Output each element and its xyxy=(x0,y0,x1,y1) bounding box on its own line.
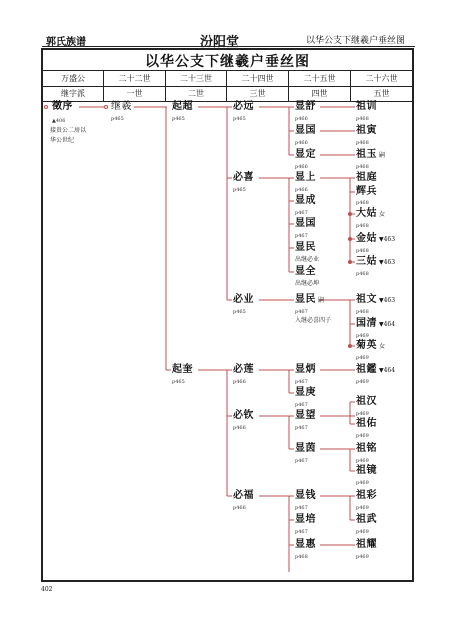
branch-cell: 一世 xyxy=(103,86,165,101)
person-page: p468 xyxy=(295,554,308,560)
person-tag: ▼463 xyxy=(379,236,396,243)
person-zucai xyxy=(356,490,377,502)
person-zuting xyxy=(356,172,377,184)
person-biyuan xyxy=(233,101,254,113)
person-name: 徵序 xyxy=(52,101,73,112)
person-qichao xyxy=(172,101,193,113)
person-huibing xyxy=(356,186,377,198)
person-name: 祖寅 xyxy=(356,125,377,136)
person-tag: ▼463 xyxy=(379,297,396,304)
person-name: 辉兵 xyxy=(356,186,377,197)
person-xiancheng xyxy=(295,195,316,207)
person-name: 显国 xyxy=(295,218,316,229)
person-name: 国清 xyxy=(356,318,377,329)
person-tag: 女 xyxy=(379,343,386,350)
person-name: 起奎 xyxy=(172,364,193,375)
generation-cell: 二十六世 xyxy=(350,71,412,86)
person-page: p468 xyxy=(356,309,369,315)
person-jingu xyxy=(356,233,395,246)
person-zuyou xyxy=(356,418,377,430)
person-page: p468 xyxy=(356,271,369,277)
person-page: p468 xyxy=(356,164,369,170)
person-xianguo1 xyxy=(295,125,316,137)
person-name: 显培 xyxy=(295,514,316,525)
person-name: 显民 xyxy=(295,242,316,253)
person-name: 祖汉 xyxy=(356,396,377,407)
person-zuzuan xyxy=(356,364,395,377)
person-tag: 嗣 xyxy=(318,297,325,304)
person-note: 入继必喜四子 xyxy=(295,317,332,324)
person-page: p467 xyxy=(295,309,308,315)
person-xianmin1 xyxy=(295,242,316,254)
person-page: p466 xyxy=(295,140,308,146)
root-dot xyxy=(44,105,48,109)
person-page: p465 xyxy=(111,116,124,122)
root-note-line: 接贵公二房以 xyxy=(50,127,87,134)
person-name: 必钦 xyxy=(233,410,254,421)
person-name: 大姑 xyxy=(356,208,377,219)
person-name: 祖佑 xyxy=(356,418,377,429)
root-page: ▲406 xyxy=(52,118,66,124)
person-name: 显望 xyxy=(295,410,316,421)
person-xianhui xyxy=(295,539,316,551)
person-name: 显茵 xyxy=(295,443,316,454)
person-page: p465 xyxy=(172,116,185,122)
person-name: 必福 xyxy=(233,490,254,501)
person-page: p469 xyxy=(356,458,369,464)
person-page: p467 xyxy=(295,505,308,511)
branch-cell: 三世 xyxy=(226,86,288,101)
branch-cell: 四世 xyxy=(288,86,350,101)
person-page: p465 xyxy=(172,379,185,385)
branch-cell: 五世 xyxy=(350,86,412,101)
person-page: p469 xyxy=(356,505,369,511)
person-page: p465 xyxy=(233,309,246,315)
person-name: 祖鑑 xyxy=(356,364,377,375)
person-page: p469 xyxy=(356,355,369,361)
page-number: 402 xyxy=(41,586,53,593)
person-note: 出继必坤 xyxy=(295,280,320,287)
header-chart-name: 以华公支下继羲户垂丝图 xyxy=(306,36,406,46)
person-juying xyxy=(356,340,385,353)
person-name: 必业 xyxy=(233,294,254,305)
person-page: p466 xyxy=(233,425,246,431)
person-page: p467 xyxy=(295,458,308,464)
person-tag: ▼464 xyxy=(379,321,396,328)
person-name: 菊英 xyxy=(356,340,377,351)
person-name: 显民 xyxy=(295,294,316,305)
generation-cell: 二十四世 xyxy=(226,71,288,86)
branch-cell: 二世 xyxy=(165,86,226,101)
female-dot xyxy=(348,260,352,264)
person-page: p468 xyxy=(356,116,369,122)
person-name: 祖庭 xyxy=(356,172,377,183)
person-page: p465 xyxy=(233,187,246,193)
person-name: 显炳 xyxy=(295,364,316,375)
person-biye xyxy=(233,294,254,306)
person-page: p469 xyxy=(356,529,369,535)
person-zuming xyxy=(356,443,377,455)
person-name: 起超 xyxy=(172,101,193,112)
person-zuyu xyxy=(356,149,385,162)
person-zuyao xyxy=(356,539,377,551)
person-name: 祖耀 xyxy=(356,539,377,550)
person-name: 显庚 xyxy=(295,387,316,398)
person-xianyin xyxy=(295,443,316,455)
person-tag: ▼463 xyxy=(379,259,396,266)
person-name: 必远 xyxy=(233,101,254,112)
person-zuyin xyxy=(356,125,377,137)
person-bilian xyxy=(233,364,254,376)
person-page: p469 xyxy=(356,411,369,417)
person-zuwu xyxy=(356,514,377,526)
person-name: 金姑 xyxy=(356,233,377,244)
person-name: 显定 xyxy=(295,149,316,160)
person-name: 祖武 xyxy=(356,514,377,525)
female-dot xyxy=(348,212,352,216)
person-xianqian xyxy=(295,490,316,502)
generation-cell: 二十三世 xyxy=(165,71,226,86)
header-hall-name: 汾阳堂 xyxy=(200,35,240,50)
person-page: p466 xyxy=(233,379,246,385)
female-dot xyxy=(348,237,352,241)
branch-cell: 继字派 xyxy=(61,89,85,98)
person-qikui xyxy=(172,364,193,376)
root-note-line: 华公世纪 xyxy=(50,137,75,144)
person-dagu xyxy=(356,208,385,221)
person-xianpei xyxy=(295,514,316,526)
person-xianquan xyxy=(295,266,316,278)
person-name: 必喜 xyxy=(233,172,254,183)
person-tag: 嗣 xyxy=(379,152,386,159)
person-name: 祖玉 xyxy=(356,149,377,160)
person-xianding xyxy=(295,149,316,161)
person-tag: ▼464 xyxy=(379,367,396,374)
person-sangu xyxy=(356,256,395,269)
person-page: p466 xyxy=(233,505,246,511)
person-name: 祖彩 xyxy=(356,490,377,501)
person-page: p467 xyxy=(295,402,308,408)
person-biqin xyxy=(233,410,254,422)
person-xianbing xyxy=(295,364,316,376)
person-name: 显钱 xyxy=(295,490,316,501)
person-jixi xyxy=(111,101,132,113)
person-name: 必莲 xyxy=(233,364,254,375)
person-page: p467 xyxy=(295,529,308,535)
person-zuwen xyxy=(356,294,395,307)
person-note: 出继必业 xyxy=(295,256,320,263)
person-page: p467 xyxy=(295,379,308,385)
person-page: p468 xyxy=(356,200,369,206)
person-zujing xyxy=(356,465,377,477)
table-title: 以华公支下继羲户垂丝图 xyxy=(145,54,310,70)
person-name: 显成 xyxy=(295,195,316,206)
person-page: p467 xyxy=(295,210,308,216)
person-page: p469 xyxy=(356,333,369,339)
person-page: p466 xyxy=(295,164,308,170)
person-root xyxy=(52,101,73,113)
person-name: 三姑 xyxy=(356,256,377,267)
person-xianmin2 xyxy=(295,294,324,307)
female-dot xyxy=(348,344,352,348)
person-page: p469 xyxy=(356,433,369,439)
person-xianshu xyxy=(295,101,316,113)
person-page: p466 xyxy=(295,116,308,122)
person-zuhan xyxy=(356,396,377,408)
generation-cell: 万盛公 xyxy=(61,74,85,83)
person-name: 祖文 xyxy=(356,294,377,305)
person-page: p469 xyxy=(356,554,369,560)
person-xiangeng xyxy=(295,387,316,399)
person-page: p466 xyxy=(295,187,308,193)
person-page: p468 xyxy=(356,248,369,254)
person-name: 继羲 xyxy=(111,101,132,112)
person-zuxun xyxy=(356,101,377,113)
person-page: p467 xyxy=(295,425,308,431)
person-page: p469 xyxy=(356,379,369,385)
person-name: 显全 xyxy=(295,266,316,277)
person-name: 祖训 xyxy=(356,101,377,112)
person-bixi xyxy=(233,172,254,184)
person-guoqing xyxy=(356,318,395,331)
person-xianwang xyxy=(295,410,316,422)
person-name: 祖镜 xyxy=(356,465,377,476)
person-name: 显国 xyxy=(295,125,316,136)
person-page: p467 xyxy=(295,233,308,239)
person-tag: 女 xyxy=(379,211,386,218)
person-page: p468 xyxy=(356,223,369,229)
person-name: 显上 xyxy=(295,172,316,183)
generation-cell: 二十二世 xyxy=(103,71,165,86)
node-dot xyxy=(104,105,108,109)
person-name: 显惠 xyxy=(295,539,316,550)
person-page: p468 xyxy=(356,140,369,146)
generation-cell: 二十五世 xyxy=(288,71,350,86)
person-name: 显舒 xyxy=(295,101,316,112)
person-bifu xyxy=(233,490,254,502)
person-xianshang xyxy=(295,172,316,184)
person-page: p469 xyxy=(356,480,369,486)
person-xianguo2 xyxy=(295,218,316,230)
person-page: p465 xyxy=(233,116,246,122)
person-name: 祖铭 xyxy=(356,443,377,454)
header-clan-title: 郭氏族谱 xyxy=(46,37,86,48)
